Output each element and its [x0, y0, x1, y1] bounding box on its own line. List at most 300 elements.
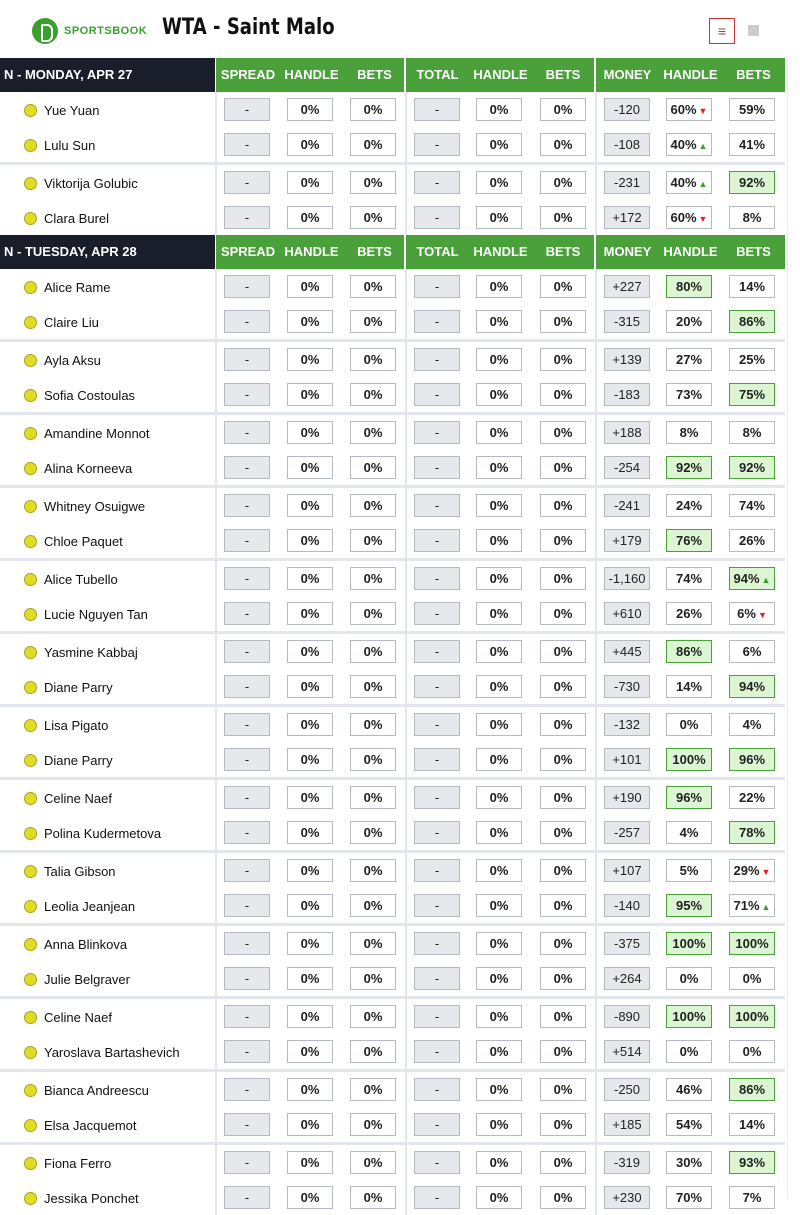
- total-bets-cell[interactable]: [540, 640, 586, 663]
- spread-handle-cell[interactable]: [287, 932, 333, 955]
- total-cell[interactable]: [414, 821, 460, 844]
- spread-bets-cell[interactable]: [350, 456, 396, 479]
- moneyline-cell[interactable]: [604, 98, 650, 121]
- money-handle-cell[interactable]: [666, 713, 712, 736]
- total-cell[interactable]: [414, 206, 460, 229]
- money-handle-cell[interactable]: [666, 932, 712, 955]
- column-header-bets[interactable]: BETS: [736, 244, 771, 259]
- total-bets-cell[interactable]: [540, 171, 586, 194]
- money-bets-cell[interactable]: [729, 421, 775, 444]
- total-handle-cell[interactable]: [476, 859, 522, 882]
- total-handle-cell[interactable]: [476, 967, 522, 990]
- money-handle-cell[interactable]: [666, 1113, 712, 1136]
- spread-handle-cell[interactable]: [287, 421, 333, 444]
- column-header-handle[interactable]: HANDLE: [473, 67, 528, 82]
- moneyline-cell[interactable]: [604, 675, 650, 698]
- spread-cell[interactable]: [224, 786, 270, 809]
- total-handle-cell[interactable]: [476, 1151, 522, 1174]
- spread-handle-cell[interactable]: [287, 713, 333, 736]
- total-bets-cell[interactable]: [540, 786, 586, 809]
- spread-bets-cell[interactable]: [350, 529, 396, 552]
- money-bets-cell[interactable]: [729, 1005, 775, 1028]
- total-bets-cell[interactable]: [540, 383, 586, 406]
- player[interactable]: [24, 351, 101, 369]
- moneyline-cell[interactable]: [604, 859, 650, 882]
- total-handle-cell[interactable]: [476, 348, 522, 371]
- player[interactable]: [24, 935, 127, 953]
- column-header-bets[interactable]: BETS: [736, 67, 771, 82]
- spread-handle-cell[interactable]: [287, 133, 333, 156]
- total-handle-cell[interactable]: [476, 1005, 522, 1028]
- spread-cell[interactable]: [224, 171, 270, 194]
- total-bets-cell[interactable]: [540, 421, 586, 444]
- player[interactable]: [24, 174, 138, 192]
- moneyline-cell[interactable]: [604, 1151, 650, 1174]
- money-handle-cell[interactable]: [666, 133, 712, 156]
- spread-handle-cell[interactable]: [287, 640, 333, 663]
- total-handle-cell[interactable]: [476, 713, 522, 736]
- moneyline-cell[interactable]: [604, 1186, 650, 1209]
- total-cell[interactable]: [414, 713, 460, 736]
- total-bets-cell[interactable]: [540, 494, 586, 517]
- spread-bets-cell[interactable]: [350, 383, 396, 406]
- total-bets-cell[interactable]: [540, 713, 586, 736]
- spread-bets-cell[interactable]: [350, 206, 396, 229]
- money-bets-cell[interactable]: [729, 713, 775, 736]
- moneyline-cell[interactable]: [604, 171, 650, 194]
- spread-bets-cell[interactable]: [350, 171, 396, 194]
- spread-bets-cell[interactable]: [350, 675, 396, 698]
- player[interactable]: [24, 1043, 180, 1061]
- player[interactable]: [24, 278, 110, 296]
- player[interactable]: [24, 605, 148, 623]
- column-header-money[interactable]: MONEY: [603, 244, 652, 259]
- money-bets-cell[interactable]: [729, 494, 775, 517]
- moneyline-cell[interactable]: [604, 602, 650, 625]
- total-cell[interactable]: [414, 602, 460, 625]
- money-handle-cell[interactable]: [666, 859, 712, 882]
- spread-cell[interactable]: [224, 133, 270, 156]
- total-bets-cell[interactable]: [540, 821, 586, 844]
- spread-bets-cell[interactable]: [350, 713, 396, 736]
- total-bets-cell[interactable]: [540, 348, 586, 371]
- spread-cell[interactable]: [224, 675, 270, 698]
- total-cell[interactable]: [414, 275, 460, 298]
- player[interactable]: [24, 497, 145, 515]
- player[interactable]: [24, 751, 113, 769]
- total-cell[interactable]: [414, 894, 460, 917]
- money-handle-cell[interactable]: [666, 602, 712, 625]
- moneyline-cell[interactable]: [604, 821, 650, 844]
- spread-cell[interactable]: [224, 1078, 270, 1101]
- money-handle-cell[interactable]: [666, 348, 712, 371]
- money-handle-cell[interactable]: [666, 567, 712, 590]
- total-cell[interactable]: [414, 133, 460, 156]
- total-bets-cell[interactable]: [540, 967, 586, 990]
- column-header-handle[interactable]: HANDLE: [284, 244, 339, 259]
- total-cell[interactable]: [414, 1186, 460, 1209]
- money-handle-cell[interactable]: [666, 421, 712, 444]
- total-cell[interactable]: [414, 859, 460, 882]
- player[interactable]: [24, 570, 118, 588]
- total-handle-cell[interactable]: [476, 206, 522, 229]
- total-bets-cell[interactable]: [540, 98, 586, 121]
- total-bets-cell[interactable]: [540, 1078, 586, 1101]
- money-bets-cell[interactable]: [729, 786, 775, 809]
- total-handle-cell[interactable]: [476, 932, 522, 955]
- moneyline-cell[interactable]: [604, 967, 650, 990]
- spread-cell[interactable]: [224, 1151, 270, 1174]
- spread-cell[interactable]: [224, 383, 270, 406]
- column-header-handle[interactable]: HANDLE: [473, 244, 528, 259]
- money-bets-cell[interactable]: [729, 1040, 775, 1063]
- moneyline-cell[interactable]: [604, 713, 650, 736]
- total-handle-cell[interactable]: [476, 456, 522, 479]
- moneyline-cell[interactable]: [604, 1078, 650, 1101]
- spread-bets-cell[interactable]: [350, 133, 396, 156]
- player[interactable]: [24, 1116, 137, 1134]
- money-bets-cell[interactable]: [729, 529, 775, 552]
- player[interactable]: [24, 1189, 139, 1207]
- total-cell[interactable]: [414, 675, 460, 698]
- spread-bets-cell[interactable]: [350, 494, 396, 517]
- spread-handle-cell[interactable]: [287, 171, 333, 194]
- money-bets-cell[interactable]: [729, 275, 775, 298]
- moneyline-cell[interactable]: [604, 456, 650, 479]
- player[interactable]: [24, 386, 135, 404]
- moneyline-cell[interactable]: [604, 1040, 650, 1063]
- money-bets-cell[interactable]: [729, 98, 775, 121]
- spread-cell[interactable]: [224, 602, 270, 625]
- spread-handle-cell[interactable]: [287, 383, 333, 406]
- total-handle-cell[interactable]: [476, 1186, 522, 1209]
- column-header-money[interactable]: MONEY: [603, 67, 652, 82]
- sportsbook-logo[interactable]: [32, 17, 147, 45]
- spread-cell[interactable]: [224, 1113, 270, 1136]
- money-handle-cell[interactable]: [666, 1078, 712, 1101]
- moneyline-cell[interactable]: [604, 640, 650, 663]
- total-cell[interactable]: [414, 786, 460, 809]
- spread-cell[interactable]: [224, 310, 270, 333]
- total-handle-cell[interactable]: [476, 98, 522, 121]
- spread-handle-cell[interactable]: [287, 967, 333, 990]
- total-cell[interactable]: [414, 310, 460, 333]
- total-cell[interactable]: [414, 456, 460, 479]
- total-cell[interactable]: [414, 1040, 460, 1063]
- total-handle-cell[interactable]: [476, 748, 522, 771]
- moneyline-cell[interactable]: [604, 529, 650, 552]
- money-handle-cell[interactable]: [666, 894, 712, 917]
- spread-handle-cell[interactable]: [287, 748, 333, 771]
- money-bets-cell[interactable]: [729, 1078, 775, 1101]
- money-bets-cell[interactable]: [729, 206, 775, 229]
- spread-bets-cell[interactable]: [350, 1186, 396, 1209]
- money-handle-cell[interactable]: [666, 206, 712, 229]
- total-cell[interactable]: [414, 98, 460, 121]
- total-bets-cell[interactable]: [540, 675, 586, 698]
- spread-handle-cell[interactable]: [287, 602, 333, 625]
- spread-cell[interactable]: [224, 713, 270, 736]
- money-bets-cell[interactable]: [729, 821, 775, 844]
- total-cell[interactable]: [414, 1005, 460, 1028]
- money-bets-cell[interactable]: [729, 932, 775, 955]
- spread-bets-cell[interactable]: [350, 967, 396, 990]
- money-handle-cell[interactable]: [666, 640, 712, 663]
- money-handle-cell[interactable]: [666, 967, 712, 990]
- moneyline-cell[interactable]: [604, 421, 650, 444]
- spread-cell[interactable]: [224, 98, 270, 121]
- total-bets-cell[interactable]: [540, 1151, 586, 1174]
- total-bets-cell[interactable]: [540, 529, 586, 552]
- spread-cell[interactable]: [224, 748, 270, 771]
- total-handle-cell[interactable]: [476, 821, 522, 844]
- moneyline-cell[interactable]: [604, 894, 650, 917]
- list-view-button[interactable]: [709, 18, 735, 44]
- spread-handle-cell[interactable]: [287, 206, 333, 229]
- player[interactable]: [24, 424, 150, 442]
- player[interactable]: [24, 1008, 112, 1026]
- player[interactable]: [24, 824, 161, 842]
- spread-cell[interactable]: [224, 1186, 270, 1209]
- total-handle-cell[interactable]: [476, 1040, 522, 1063]
- spread-handle-cell[interactable]: [287, 894, 333, 917]
- spread-cell[interactable]: [224, 275, 270, 298]
- total-cell[interactable]: [414, 967, 460, 990]
- total-bets-cell[interactable]: [540, 932, 586, 955]
- total-handle-cell[interactable]: [476, 133, 522, 156]
- column-header-bets[interactable]: BETS: [545, 67, 581, 82]
- column-header-total[interactable]: TOTAL: [416, 244, 459, 259]
- total-handle-cell[interactable]: [476, 171, 522, 194]
- spread-handle-cell[interactable]: [287, 1151, 333, 1174]
- total-bets-cell[interactable]: [540, 1113, 586, 1136]
- money-bets-cell[interactable]: [729, 640, 775, 663]
- total-bets-cell[interactable]: [540, 206, 586, 229]
- spread-cell[interactable]: [224, 1040, 270, 1063]
- total-cell[interactable]: [414, 1078, 460, 1101]
- total-bets-cell[interactable]: [540, 133, 586, 156]
- money-bets-cell[interactable]: [729, 1186, 775, 1209]
- spread-cell[interactable]: [224, 494, 270, 517]
- player[interactable]: [24, 643, 138, 661]
- moneyline-cell[interactable]: [604, 1113, 650, 1136]
- total-handle-cell[interactable]: [476, 602, 522, 625]
- total-handle-cell[interactable]: [476, 275, 522, 298]
- money-handle-cell[interactable]: [666, 98, 712, 121]
- moneyline-cell[interactable]: [604, 348, 650, 371]
- spread-bets-cell[interactable]: [350, 859, 396, 882]
- moneyline-cell[interactable]: [604, 1005, 650, 1028]
- spread-handle-cell[interactable]: [287, 310, 333, 333]
- player[interactable]: [24, 136, 95, 154]
- money-handle-cell[interactable]: [666, 1186, 712, 1209]
- total-cell[interactable]: [414, 932, 460, 955]
- spread-bets-cell[interactable]: [350, 98, 396, 121]
- spread-cell[interactable]: [224, 859, 270, 882]
- spread-bets-cell[interactable]: [350, 894, 396, 917]
- player[interactable]: [24, 459, 132, 477]
- money-bets-cell[interactable]: [729, 894, 775, 917]
- money-handle-cell[interactable]: [666, 275, 712, 298]
- money-bets-cell[interactable]: [729, 171, 775, 194]
- spread-cell[interactable]: [224, 567, 270, 590]
- column-header-total[interactable]: TOTAL: [416, 67, 459, 82]
- spread-bets-cell[interactable]: [350, 602, 396, 625]
- moneyline-cell[interactable]: [604, 206, 650, 229]
- spread-handle-cell[interactable]: [287, 456, 333, 479]
- spread-cell[interactable]: [224, 348, 270, 371]
- spread-cell[interactable]: [224, 821, 270, 844]
- total-handle-cell[interactable]: [476, 383, 522, 406]
- spread-handle-cell[interactable]: [287, 1040, 333, 1063]
- total-cell[interactable]: [414, 348, 460, 371]
- total-cell[interactable]: [414, 421, 460, 444]
- player[interactable]: [24, 897, 135, 915]
- total-cell[interactable]: [414, 529, 460, 552]
- money-bets-cell[interactable]: [729, 133, 775, 156]
- total-cell[interactable]: [414, 1113, 460, 1136]
- spread-cell[interactable]: [224, 206, 270, 229]
- spread-handle-cell[interactable]: [287, 567, 333, 590]
- money-bets-cell[interactable]: [729, 383, 775, 406]
- total-cell[interactable]: [414, 567, 460, 590]
- spread-cell[interactable]: [224, 640, 270, 663]
- total-handle-cell[interactable]: [476, 494, 522, 517]
- spread-cell[interactable]: [224, 894, 270, 917]
- player[interactable]: [24, 862, 116, 880]
- total-handle-cell[interactable]: [476, 786, 522, 809]
- moneyline-cell[interactable]: [604, 383, 650, 406]
- money-handle-cell[interactable]: [666, 748, 712, 771]
- total-handle-cell[interactable]: [476, 640, 522, 663]
- money-handle-cell[interactable]: [666, 786, 712, 809]
- player[interactable]: [24, 1154, 111, 1172]
- money-handle-cell[interactable]: [666, 1005, 712, 1028]
- money-bets-cell[interactable]: [729, 967, 775, 990]
- total-bets-cell[interactable]: [540, 310, 586, 333]
- spread-handle-cell[interactable]: [287, 859, 333, 882]
- column-header-spread[interactable]: SPREAD: [220, 67, 276, 82]
- spread-cell[interactable]: [224, 932, 270, 955]
- money-handle-cell[interactable]: [666, 456, 712, 479]
- total-bets-cell[interactable]: [540, 456, 586, 479]
- spread-bets-cell[interactable]: [350, 1113, 396, 1136]
- spread-bets-cell[interactable]: [350, 640, 396, 663]
- spread-handle-cell[interactable]: [287, 275, 333, 298]
- spread-bets-cell[interactable]: [350, 421, 396, 444]
- player[interactable]: [24, 209, 109, 227]
- money-handle-cell[interactable]: [666, 1040, 712, 1063]
- money-handle-cell[interactable]: [666, 1151, 712, 1174]
- player[interactable]: [24, 101, 99, 119]
- spread-cell[interactable]: [224, 421, 270, 444]
- spread-handle-cell[interactable]: [287, 348, 333, 371]
- total-bets-cell[interactable]: [540, 275, 586, 298]
- moneyline-cell[interactable]: [604, 133, 650, 156]
- moneyline-cell[interactable]: [604, 567, 650, 590]
- money-bets-cell[interactable]: [729, 859, 775, 882]
- spread-handle-cell[interactable]: [287, 675, 333, 698]
- player[interactable]: [24, 678, 113, 696]
- spread-bets-cell[interactable]: [350, 567, 396, 590]
- spread-handle-cell[interactable]: [287, 494, 333, 517]
- moneyline-cell[interactable]: [604, 275, 650, 298]
- total-cell[interactable]: [414, 640, 460, 663]
- money-bets-cell[interactable]: [729, 567, 775, 590]
- scrollbar[interactable]: [787, 58, 800, 1199]
- column-header-spread[interactable]: SPREAD: [220, 244, 276, 259]
- player[interactable]: [24, 1081, 149, 1099]
- column-header-handle[interactable]: HANDLE: [663, 67, 718, 82]
- spread-bets-cell[interactable]: [350, 932, 396, 955]
- moneyline-cell[interactable]: [604, 786, 650, 809]
- spread-bets-cell[interactable]: [350, 786, 396, 809]
- money-handle-cell[interactable]: [666, 171, 712, 194]
- moneyline-cell[interactable]: [604, 748, 650, 771]
- spread-bets-cell[interactable]: [350, 1078, 396, 1101]
- grid-view-button[interactable]: [741, 18, 767, 44]
- total-handle-cell[interactable]: [476, 567, 522, 590]
- spread-handle-cell[interactable]: [287, 98, 333, 121]
- spread-handle-cell[interactable]: [287, 1005, 333, 1028]
- spread-bets-cell[interactable]: [350, 275, 396, 298]
- spread-bets-cell[interactable]: [350, 1151, 396, 1174]
- spread-bets-cell[interactable]: [350, 821, 396, 844]
- money-bets-cell[interactable]: [729, 456, 775, 479]
- player[interactable]: [24, 789, 112, 807]
- money-bets-cell[interactable]: [729, 310, 775, 333]
- total-bets-cell[interactable]: [540, 1186, 586, 1209]
- spread-handle-cell[interactable]: [287, 529, 333, 552]
- spread-handle-cell[interactable]: [287, 821, 333, 844]
- total-handle-cell[interactable]: [476, 529, 522, 552]
- total-handle-cell[interactable]: [476, 421, 522, 444]
- spread-cell[interactable]: [224, 456, 270, 479]
- spread-cell[interactable]: [224, 1005, 270, 1028]
- money-handle-cell[interactable]: [666, 383, 712, 406]
- total-handle-cell[interactable]: [476, 894, 522, 917]
- money-bets-cell[interactable]: [729, 675, 775, 698]
- total-cell[interactable]: [414, 1151, 460, 1174]
- player[interactable]: [24, 313, 99, 331]
- total-bets-cell[interactable]: [540, 567, 586, 590]
- spread-bets-cell[interactable]: [350, 748, 396, 771]
- column-header-bets[interactable]: BETS: [545, 244, 581, 259]
- total-handle-cell[interactable]: [476, 310, 522, 333]
- total-handle-cell[interactable]: [476, 1113, 522, 1136]
- spread-bets-cell[interactable]: [350, 1040, 396, 1063]
- spread-bets-cell[interactable]: [350, 348, 396, 371]
- column-header-bets[interactable]: BETS: [357, 67, 392, 82]
- moneyline-cell[interactable]: [604, 310, 650, 333]
- money-handle-cell[interactable]: [666, 494, 712, 517]
- money-handle-cell[interactable]: [666, 310, 712, 333]
- total-bets-cell[interactable]: [540, 859, 586, 882]
- column-header-bets[interactable]: BETS: [357, 244, 392, 259]
- money-bets-cell[interactable]: [729, 748, 775, 771]
- total-cell[interactable]: [414, 171, 460, 194]
- total-cell[interactable]: [414, 383, 460, 406]
- money-handle-cell[interactable]: [666, 529, 712, 552]
- spread-bets-cell[interactable]: [350, 310, 396, 333]
- money-bets-cell[interactable]: [729, 1151, 775, 1174]
- moneyline-cell[interactable]: [604, 494, 650, 517]
- total-handle-cell[interactable]: [476, 1078, 522, 1101]
- total-bets-cell[interactable]: [540, 1005, 586, 1028]
- spread-handle-cell[interactable]: [287, 1186, 333, 1209]
- spread-cell[interactable]: [224, 529, 270, 552]
- spread-handle-cell[interactable]: [287, 786, 333, 809]
